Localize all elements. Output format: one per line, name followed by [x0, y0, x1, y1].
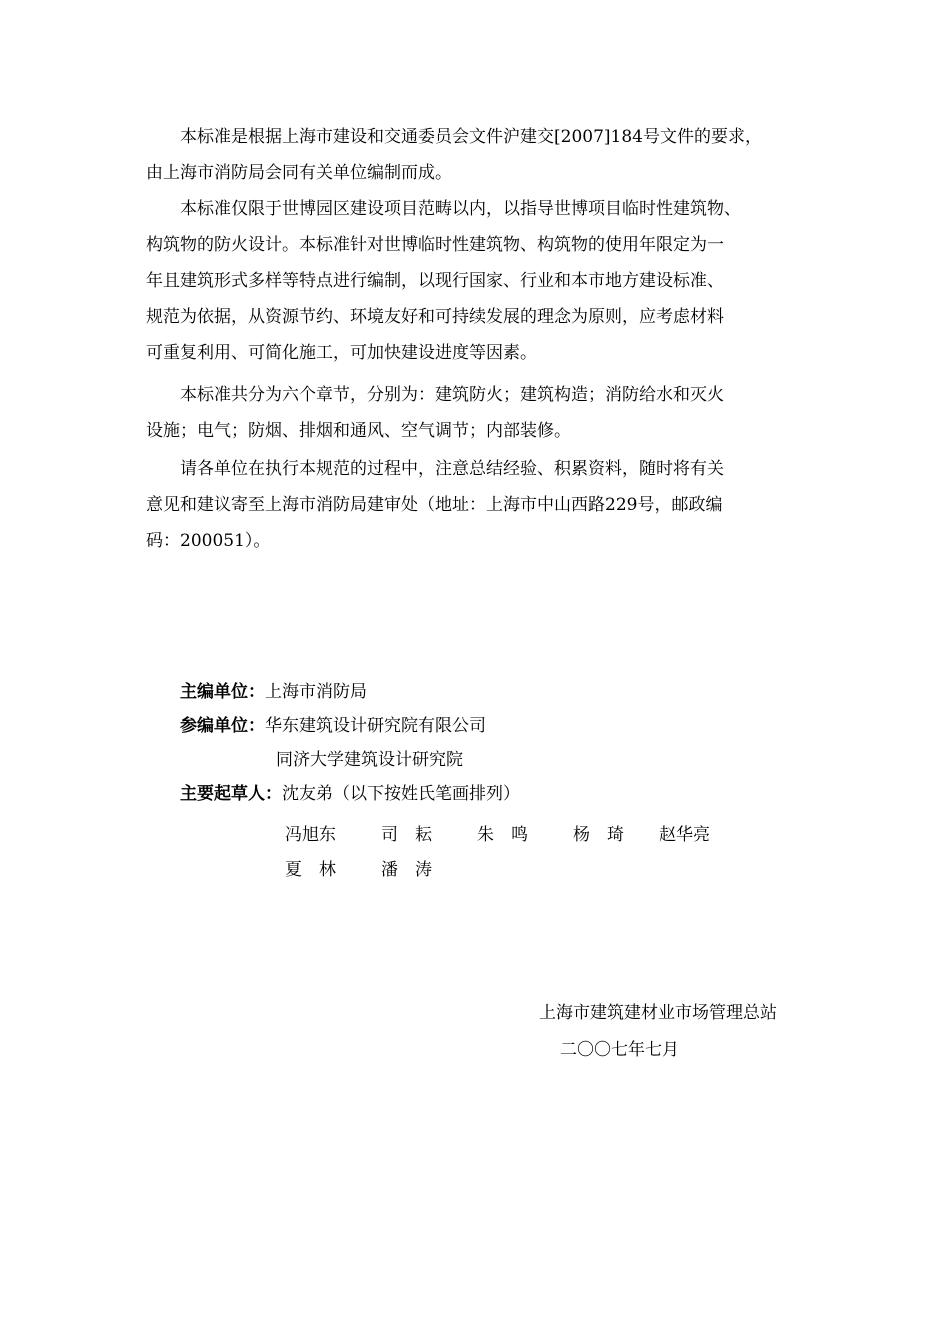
drafter-name: 夏 林	[285, 860, 336, 880]
drafter-name: 司 耘	[381, 825, 432, 845]
co-editor-row-2	[180, 743, 520, 777]
co-editor-value-2: 同济大学建筑设计研究院	[276, 750, 463, 770]
paragraph-3	[146, 377, 816, 449]
paragraph-4	[146, 451, 816, 559]
paragraph-2	[146, 191, 816, 371]
signature-org: 上海市建筑建材业市场管理总站	[539, 1003, 777, 1023]
drafter-names-row-2	[285, 853, 432, 887]
co-editor-row	[180, 709, 520, 743]
co-editor-label: 参编单位：	[180, 716, 265, 736]
paragraph-line: 由上海市消防局会同有关单位编制而成。	[146, 163, 452, 183]
drafters-lead: 沈友弟（以下按姓氏笔画排列）	[282, 784, 520, 804]
paragraph-line: 设施；电气；防烟、排烟和通风、空气调节；内部装修。	[146, 421, 571, 441]
credits-block	[180, 675, 520, 811]
drafter-name: 杨 琦	[573, 825, 624, 845]
paragraph-line: 本标准是根据上海市建设和交通委员会文件沪建交[2007]184号文件的要求，	[180, 127, 762, 147]
paragraph-line: 可重复利用、可简化施工，可加快建设进度等因素。	[146, 343, 537, 363]
chief-editor-row	[180, 675, 520, 709]
co-editor-value-1: 华东建筑设计研究院有限公司	[265, 716, 486, 736]
chief-editor-value: 上海市消防局	[265, 682, 367, 702]
paragraph-line: 意见和建议寄至上海市消防局建审处（地址：上海市中山西路229号，邮政编	[146, 495, 723, 515]
paragraph-line: 规范为依据，从资源节约、环境友好和可持续发展的理念为原则，应考虑材料	[146, 307, 724, 327]
drafter-name: 潘 涛	[381, 860, 432, 880]
drafters-row	[180, 777, 520, 811]
paragraph-1	[146, 119, 816, 191]
paragraph-line: 构筑物的防火设计。本标准针对世博临时性建筑物、构筑物的使用年限定为一	[146, 235, 724, 255]
drafter-name: 赵华亮	[659, 825, 710, 845]
drafter-names-row-1	[285, 818, 710, 852]
chief-editor-label: 主编单位：	[180, 682, 265, 702]
paragraph-line: 请各单位在执行本规范的过程中，注意总结经验、积累资料，随时将有关	[180, 459, 724, 479]
paragraph-line: 码：200051）。	[146, 531, 271, 551]
drafter-name: 冯旭东	[285, 825, 336, 845]
paragraph-line: 年且建筑形式多样等特点进行编制，以现行国家、行业和本市地方建设标准、	[146, 271, 724, 291]
signature-date: 二〇〇七年七月	[560, 1040, 679, 1060]
drafters-label: 主要起草人：	[180, 784, 282, 804]
paragraph-line: 本标准仅限于世博园区建设项目范畴以内，以指导世博项目临时性建筑物、	[180, 199, 741, 219]
drafter-name: 朱 鸣	[477, 825, 528, 845]
paragraph-line: 本标准共分为六个章节，分别为：建筑防火；建筑构造；消防给水和灭火	[180, 385, 724, 405]
